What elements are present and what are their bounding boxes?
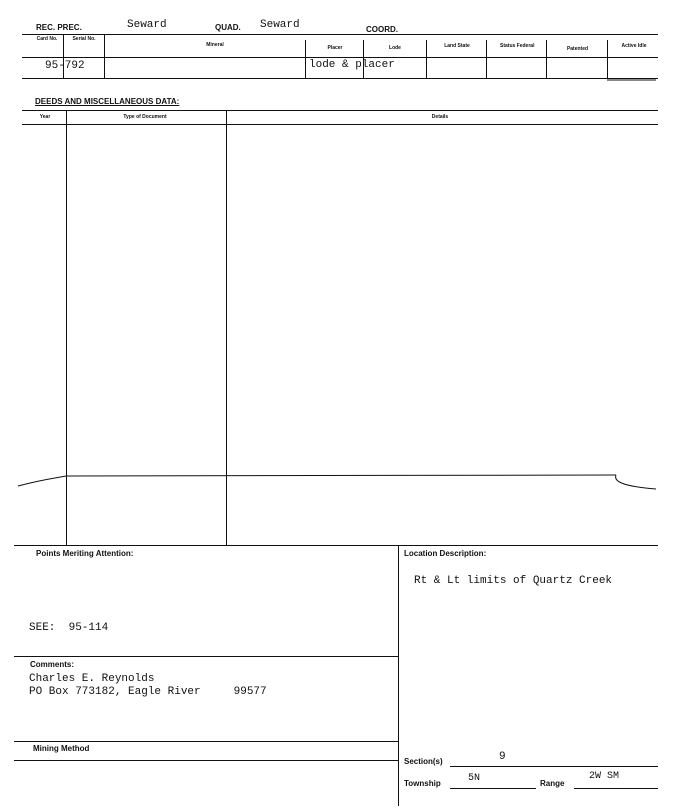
col-details: Details xyxy=(431,114,449,120)
col-status-federal: Status Federal xyxy=(500,43,535,49)
township-value: 5N xyxy=(468,773,481,784)
mining-bottom-rule xyxy=(14,760,398,761)
lower-divider xyxy=(398,546,399,806)
quad-label: QUAD. xyxy=(215,23,241,32)
claim-type-value: lode & placer xyxy=(309,59,395,71)
deeds-title: DEEDS AND MISCELLANEOUS DATA: xyxy=(35,97,180,106)
section-underline xyxy=(450,766,658,767)
coord-label: COORD. xyxy=(366,25,398,34)
col-mineral: Mineral xyxy=(206,42,224,48)
card-no-value: 95-792 xyxy=(45,60,85,72)
township-label: Township xyxy=(404,779,441,788)
rec-prec-value: Seward xyxy=(127,19,167,31)
points-label: Points Meriting Attention: xyxy=(36,549,134,558)
location-label: Location Description: xyxy=(404,549,487,558)
deeds-bottom-rule xyxy=(14,545,658,546)
col-land-state: Land State xyxy=(444,43,470,49)
comments-top-rule xyxy=(14,656,398,657)
location-description: Rt & Lt limits of Quartz Creek xyxy=(414,575,613,587)
comments-line-2: PO Box 773182, Eagle River 99577 xyxy=(29,686,267,698)
col-lode: Lode xyxy=(389,45,401,51)
col-serial-no: Serial No. xyxy=(72,36,96,42)
mining-top-rule xyxy=(14,741,398,742)
col-patented: Patented xyxy=(566,46,589,52)
col-card-no: Card No. xyxy=(36,36,58,42)
section-label: Section(s) xyxy=(404,757,443,766)
comments-label: Comments: xyxy=(30,660,75,669)
col-active-idle: Active Idle xyxy=(621,43,647,49)
mining-method-label: Mining Method xyxy=(33,744,90,753)
col-year: Year xyxy=(39,114,51,120)
col-placer: Placer xyxy=(327,45,343,51)
range-value: 2W SM xyxy=(589,771,620,782)
comments-line-1: Charles E. Reynolds xyxy=(29,673,155,685)
col-type-of-document: Type of Document xyxy=(123,114,167,120)
range-underline xyxy=(574,788,658,789)
section-value: 9 xyxy=(499,751,506,763)
quad-value: Seward xyxy=(260,19,300,31)
township-underline xyxy=(450,788,536,789)
rec-prec-label: REC. PREC. xyxy=(36,23,82,32)
see-reference: SEE: 95-114 xyxy=(29,622,109,634)
range-label: Range xyxy=(540,779,565,788)
